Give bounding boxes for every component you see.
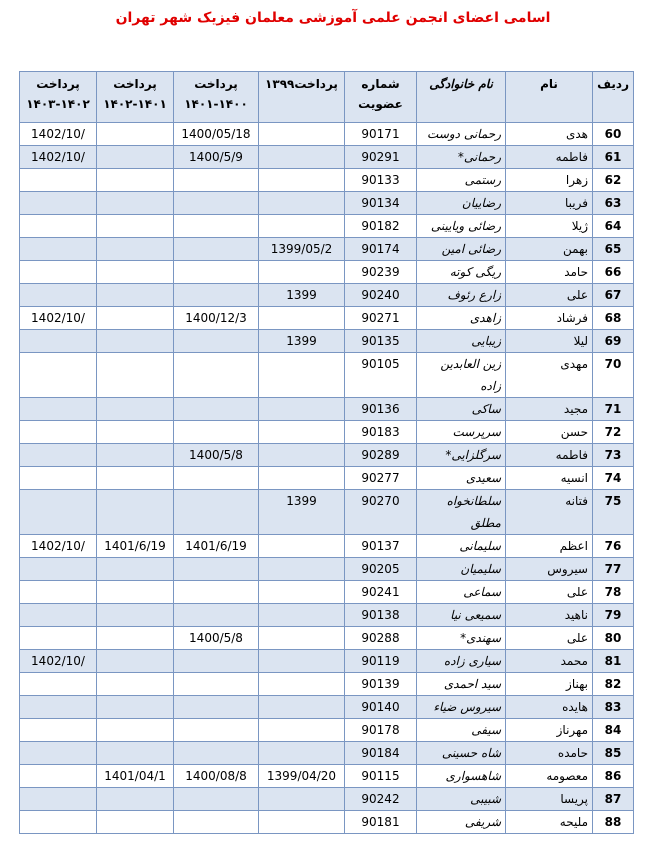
cell-payment-1400 — [174, 421, 259, 444]
cell-payment-1402 — [20, 788, 97, 811]
cell-family: سماعی — [417, 581, 506, 604]
cell-name: هایده — [506, 696, 593, 719]
cell-radif: 77 — [593, 558, 634, 581]
cell-payment-1402 — [20, 261, 97, 284]
cell-membership-code: 90105 — [345, 353, 417, 398]
cell-radif: 67 — [593, 284, 634, 307]
cell-payment-1401 — [97, 146, 174, 169]
table-row — [20, 490, 634, 535]
cell-family: زارع رئوف — [417, 284, 506, 307]
cell-membership-code: 90241 — [345, 581, 417, 604]
cell-payment-1400 — [174, 467, 259, 490]
cell-payment-1400: 1401/6/19 — [174, 535, 259, 558]
cell-radif: 70 — [593, 353, 634, 398]
cell-payment-1401 — [97, 261, 174, 284]
cell-name: پریسا — [506, 788, 593, 811]
cell-radif: 66 — [593, 261, 634, 284]
cell-name: فتانه — [506, 490, 593, 535]
cell-payment-1402 — [20, 467, 97, 490]
cell-radif: 63 — [593, 192, 634, 215]
cell-payment-1399: 1399/05/2 — [259, 238, 345, 261]
cell-payment-1399 — [259, 811, 345, 834]
cell-family: سیاری زاده — [417, 650, 506, 673]
cell-name: زهرا — [506, 169, 593, 192]
cell-payment-1400 — [174, 353, 259, 398]
cell-payment-1400 — [174, 696, 259, 719]
cell-payment-1402 — [20, 765, 97, 788]
table-row — [20, 811, 634, 834]
table-row — [20, 353, 634, 398]
cell-payment-1399 — [259, 604, 345, 627]
cell-family: رضائی ویایینی — [417, 215, 506, 238]
cell-payment-1399: 1399 — [259, 284, 345, 307]
cell-membership-code: 90134 — [345, 192, 417, 215]
table-row — [20, 261, 634, 284]
table-row — [20, 719, 634, 742]
cell-payment-1401 — [97, 444, 174, 467]
cell-radif: 88 — [593, 811, 634, 834]
cell-membership-code: 90135 — [345, 330, 417, 353]
cell-payment-1399 — [259, 650, 345, 673]
cell-payment-1401 — [97, 330, 174, 353]
header-radif: ردیف — [593, 72, 634, 123]
table-row — [20, 650, 634, 673]
cell-family: سلطانخواه مطلق — [417, 490, 506, 535]
cell-payment-1399: 1399 — [259, 490, 345, 535]
cell-payment-1401 — [97, 467, 174, 490]
cell-radif: 73 — [593, 444, 634, 467]
header-payment-1400: پرداخت ۱۴۰۰-۱۴۰۱ — [174, 72, 259, 123]
cell-membership-code: 90240 — [345, 284, 417, 307]
table-row — [20, 444, 634, 467]
cell-payment-1401 — [97, 215, 174, 238]
cell-radif: 79 — [593, 604, 634, 627]
table-row — [20, 123, 634, 146]
cell-radif: 61 — [593, 146, 634, 169]
table-row — [20, 673, 634, 696]
cell-payment-1399 — [259, 421, 345, 444]
cell-payment-1401 — [97, 742, 174, 765]
header-name: نام — [506, 72, 593, 123]
table-row — [20, 192, 634, 215]
cell-payment-1400 — [174, 169, 259, 192]
cell-membership-code: 90277 — [345, 467, 417, 490]
cell-name: ناهید — [506, 604, 593, 627]
cell-payment-1400 — [174, 604, 259, 627]
cell-payment-1401 — [97, 238, 174, 261]
cell-payment-1401 — [97, 192, 174, 215]
cell-payment-1401: 1401/04/1 — [97, 765, 174, 788]
cell-name: حامد — [506, 261, 593, 284]
cell-payment-1401 — [97, 604, 174, 627]
cell-radif: 75 — [593, 490, 634, 535]
cell-payment-1401 — [97, 673, 174, 696]
cell-name: ملیحه — [506, 811, 593, 834]
table-row — [20, 169, 634, 192]
cell-payment-1400: 1400/5/9 — [174, 146, 259, 169]
cell-membership-code: 90136 — [345, 398, 417, 421]
cell-family: رحمانی* — [417, 146, 506, 169]
cell-family: ساکی — [417, 398, 506, 421]
cell-name: محمد — [506, 650, 593, 673]
cell-payment-1401 — [97, 284, 174, 307]
cell-family: زین العابدین زاده — [417, 353, 506, 398]
cell-radif: 68 — [593, 307, 634, 330]
cell-payment-1401 — [97, 490, 174, 535]
cell-radif: 62 — [593, 169, 634, 192]
cell-payment-1401 — [97, 719, 174, 742]
cell-payment-1400 — [174, 192, 259, 215]
cell-payment-1402 — [20, 169, 97, 192]
table-row — [20, 284, 634, 307]
table-row — [20, 696, 634, 719]
table-header-row — [20, 72, 634, 123]
cell-name: بهمن — [506, 238, 593, 261]
cell-payment-1400 — [174, 558, 259, 581]
cell-family: ریگی کوته — [417, 261, 506, 284]
table-row — [20, 788, 634, 811]
cell-payment-1401 — [97, 398, 174, 421]
cell-name: مجید — [506, 398, 593, 421]
cell-membership-code: 90174 — [345, 238, 417, 261]
cell-name: ژیلا — [506, 215, 593, 238]
cell-membership-code: 90138 — [345, 604, 417, 627]
cell-payment-1402 — [20, 192, 97, 215]
cell-payment-1400 — [174, 650, 259, 673]
cell-radif: 76 — [593, 535, 634, 558]
cell-radif: 71 — [593, 398, 634, 421]
header-payment-1401: پرداخت ۱۴۰۱-۱۴۰۲ — [97, 72, 174, 123]
table-row — [20, 146, 634, 169]
cell-name: مهرناز — [506, 719, 593, 742]
cell-payment-1402: 1402/10/ — [20, 650, 97, 673]
cell-payment-1400 — [174, 673, 259, 696]
cell-payment-1401 — [97, 581, 174, 604]
cell-payment-1402 — [20, 558, 97, 581]
cell-radif: 81 — [593, 650, 634, 673]
cell-payment-1400 — [174, 215, 259, 238]
cell-name: فرشاد — [506, 307, 593, 330]
cell-payment-1402 — [20, 811, 97, 834]
table-row — [20, 558, 634, 581]
cell-family: سهندی* — [417, 627, 506, 650]
cell-radif: 83 — [593, 696, 634, 719]
members-table — [19, 71, 634, 834]
cell-payment-1402 — [20, 398, 97, 421]
cell-family: شاه حسینی — [417, 742, 506, 765]
cell-payment-1401 — [97, 627, 174, 650]
cell-membership-code: 90171 — [345, 123, 417, 146]
cell-family: سرپرست — [417, 421, 506, 444]
cell-payment-1400 — [174, 261, 259, 284]
cell-payment-1400: 1400/12/3 — [174, 307, 259, 330]
cell-payment-1399 — [259, 673, 345, 696]
cell-membership-code: 90178 — [345, 719, 417, 742]
cell-name: حامده — [506, 742, 593, 765]
cell-radif: 86 — [593, 765, 634, 788]
cell-payment-1400: 1400/08/8 — [174, 765, 259, 788]
cell-name: علی — [506, 627, 593, 650]
cell-radif: 72 — [593, 421, 634, 444]
cell-payment-1399 — [259, 169, 345, 192]
cell-payment-1400 — [174, 330, 259, 353]
cell-payment-1400 — [174, 238, 259, 261]
cell-payment-1402 — [20, 215, 97, 238]
table-row — [20, 627, 634, 650]
cell-payment-1399 — [259, 558, 345, 581]
cell-membership-code: 90184 — [345, 742, 417, 765]
cell-name: حسن — [506, 421, 593, 444]
cell-family: رحمانی دوست — [417, 123, 506, 146]
table-row — [20, 604, 634, 627]
cell-payment-1399 — [259, 444, 345, 467]
page-title: اسامی اعضای انجمن علمی آموزشی معلمان فیزیک شهر تهران — [115, 10, 551, 26]
cell-payment-1399: 1399/04/20 — [259, 765, 345, 788]
cell-name: مهدی — [506, 353, 593, 398]
cell-membership-code: 90289 — [345, 444, 417, 467]
cell-membership-code: 90271 — [345, 307, 417, 330]
cell-payment-1399 — [259, 215, 345, 238]
cell-payment-1399 — [259, 146, 345, 169]
cell-radif: 87 — [593, 788, 634, 811]
cell-radif: 80 — [593, 627, 634, 650]
cell-payment-1400 — [174, 742, 259, 765]
cell-payment-1402 — [20, 353, 97, 398]
cell-family: سیفی — [417, 719, 506, 742]
cell-family: رضاییان — [417, 192, 506, 215]
cell-payment-1401 — [97, 696, 174, 719]
cell-payment-1402: 1402/10/ — [20, 307, 97, 330]
cell-radif: 85 — [593, 742, 634, 765]
table-row — [20, 398, 634, 421]
cell-membership-code: 90119 — [345, 650, 417, 673]
table-row — [20, 215, 634, 238]
cell-payment-1402 — [20, 673, 97, 696]
cell-payment-1400 — [174, 811, 259, 834]
cell-payment-1402: 1402/10/ — [20, 535, 97, 558]
cell-membership-code: 90205 — [345, 558, 417, 581]
table-row — [20, 421, 634, 444]
cell-membership-code: 90288 — [345, 627, 417, 650]
cell-name: لیلا — [506, 330, 593, 353]
cell-payment-1399 — [259, 535, 345, 558]
cell-family: زاهدی — [417, 307, 506, 330]
cell-payment-1400 — [174, 581, 259, 604]
cell-membership-code: 90291 — [345, 146, 417, 169]
cell-membership-code: 90140 — [345, 696, 417, 719]
cell-payment-1399 — [259, 398, 345, 421]
table-row — [20, 467, 634, 490]
cell-membership-code: 90182 — [345, 215, 417, 238]
cell-name: سیروس — [506, 558, 593, 581]
cell-payment-1399 — [259, 307, 345, 330]
cell-payment-1401 — [97, 353, 174, 398]
cell-name: فاطمه — [506, 146, 593, 169]
cell-payment-1402 — [20, 604, 97, 627]
cell-payment-1401 — [97, 307, 174, 330]
cell-payment-1400 — [174, 719, 259, 742]
cell-payment-1400 — [174, 490, 259, 535]
table-row — [20, 330, 634, 353]
cell-membership-code: 90115 — [345, 765, 417, 788]
cell-family: سمیعی نیا — [417, 604, 506, 627]
cell-payment-1399 — [259, 581, 345, 604]
cell-payment-1399 — [259, 467, 345, 490]
table-row — [20, 742, 634, 765]
cell-family: سیروس ضیاء — [417, 696, 506, 719]
cell-membership-code: 90181 — [345, 811, 417, 834]
cell-payment-1402 — [20, 581, 97, 604]
cell-membership-code: 90270 — [345, 490, 417, 535]
cell-family: سلیمیان — [417, 558, 506, 581]
cell-payment-1399 — [259, 192, 345, 215]
cell-name: اعظم — [506, 535, 593, 558]
cell-payment-1402: 1402/10/ — [20, 123, 97, 146]
cell-name: علی — [506, 581, 593, 604]
cell-payment-1402 — [20, 330, 97, 353]
cell-family: زیبایی — [417, 330, 506, 353]
cell-payment-1401 — [97, 421, 174, 444]
cell-membership-code: 90133 — [345, 169, 417, 192]
cell-name: معصومه — [506, 765, 593, 788]
cell-radif: 82 — [593, 673, 634, 696]
cell-payment-1402: 1402/10/ — [20, 146, 97, 169]
cell-payment-1402 — [20, 742, 97, 765]
cell-name: فریبا — [506, 192, 593, 215]
cell-name: بهناز — [506, 673, 593, 696]
cell-payment-1399 — [259, 719, 345, 742]
cell-family: شریفی — [417, 811, 506, 834]
cell-payment-1399 — [259, 353, 345, 398]
cell-payment-1401 — [97, 558, 174, 581]
cell-payment-1399 — [259, 742, 345, 765]
cell-membership-code: 90242 — [345, 788, 417, 811]
cell-payment-1402 — [20, 696, 97, 719]
cell-payment-1401 — [97, 123, 174, 146]
cell-payment-1402 — [20, 284, 97, 307]
cell-payment-1400: 1400/5/8 — [174, 627, 259, 650]
header-family: نام خانوادگی — [417, 72, 506, 123]
cell-payment-1401: 1401/6/19 — [97, 535, 174, 558]
cell-radif: 84 — [593, 719, 634, 742]
cell-payment-1401 — [97, 788, 174, 811]
cell-payment-1399 — [259, 788, 345, 811]
cell-radif: 78 — [593, 581, 634, 604]
cell-family: رضائی امین — [417, 238, 506, 261]
cell-payment-1399 — [259, 261, 345, 284]
cell-membership-code: 90183 — [345, 421, 417, 444]
header-membership-code: شماره عضویت — [345, 72, 417, 123]
cell-payment-1400: 1400/5/8 — [174, 444, 259, 467]
cell-membership-code: 90239 — [345, 261, 417, 284]
cell-payment-1402 — [20, 238, 97, 261]
cell-payment-1400: 1400/05/18 — [174, 123, 259, 146]
cell-family: سید احمدی — [417, 673, 506, 696]
cell-membership-code: 90139 — [345, 673, 417, 696]
cell-payment-1402 — [20, 421, 97, 444]
cell-radif: 74 — [593, 467, 634, 490]
header-payment-1402: پرداخت ۱۴۰۲-۱۴۰۳ — [20, 72, 97, 123]
cell-family: شاهسواری — [417, 765, 506, 788]
cell-radif: 60 — [593, 123, 634, 146]
table-row — [20, 307, 634, 330]
cell-payment-1399: 1399 — [259, 330, 345, 353]
cell-payment-1402 — [20, 490, 97, 535]
cell-payment-1399 — [259, 696, 345, 719]
cell-name: هدی — [506, 123, 593, 146]
cell-family: رستمی — [417, 169, 506, 192]
cell-radif: 69 — [593, 330, 634, 353]
cell-payment-1399 — [259, 123, 345, 146]
cell-radif: 65 — [593, 238, 634, 261]
table-row — [20, 581, 634, 604]
cell-name: علی — [506, 284, 593, 307]
cell-payment-1401 — [97, 169, 174, 192]
cell-payment-1400 — [174, 284, 259, 307]
cell-membership-code: 90137 — [345, 535, 417, 558]
cell-payment-1402 — [20, 719, 97, 742]
cell-payment-1400 — [174, 788, 259, 811]
cell-payment-1401 — [97, 811, 174, 834]
cell-radif: 64 — [593, 215, 634, 238]
cell-payment-1401 — [97, 650, 174, 673]
cell-family: سلیمانی — [417, 535, 506, 558]
table-row — [20, 535, 634, 558]
cell-family: شبیبی — [417, 788, 506, 811]
header-payment-1399: پرداخت۱۳۹۹ — [259, 72, 345, 123]
cell-name: انسیه — [506, 467, 593, 490]
table-row — [20, 238, 634, 261]
cell-family: سرگلزایی* — [417, 444, 506, 467]
cell-payment-1400 — [174, 398, 259, 421]
cell-payment-1399 — [259, 627, 345, 650]
cell-name: فاطمه — [506, 444, 593, 467]
cell-family: سعیدی — [417, 467, 506, 490]
cell-payment-1402 — [20, 627, 97, 650]
cell-payment-1402 — [20, 444, 97, 467]
table-row — [20, 765, 634, 788]
